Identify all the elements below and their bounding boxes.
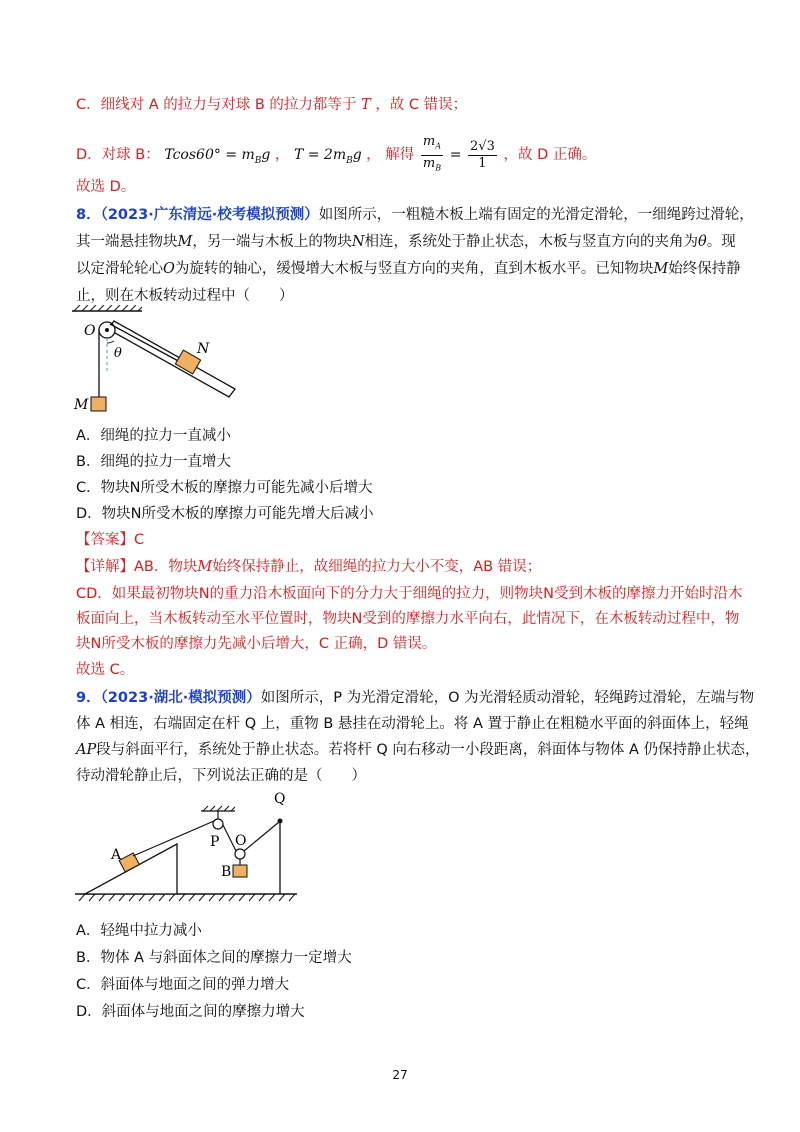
angle-arc (107, 341, 114, 343)
q9-option-b: B．物体 A 与斜面体之间的摩擦力一定增大 (76, 950, 352, 966)
equation-1 (164, 147, 274, 166)
q9-line-2: 体 A 相连，右端固定在杆 Q 上，重物 B 悬挂在动滑轮上。将 A 置于静止在粗糙水平面的斜面体上，轻绳 (76, 716, 749, 732)
q8-l2d: 。现 (706, 234, 736, 250)
board (108, 321, 235, 397)
q8-line-3 (76, 259, 741, 279)
pulley-p (213, 819, 223, 829)
q8-option-a: A．细绳的拉力一直减小 (76, 428, 231, 444)
q9-option-a: A．轻绳中拉力减小 (76, 923, 202, 939)
label-theta: θ (114, 346, 122, 361)
q8-l3a: 以定滑轮轮心 (76, 261, 163, 277)
var-m: M (177, 234, 193, 250)
prev-option-c-suffix: ，故 C 错误； (375, 97, 468, 113)
q9-line-4: 待动滑轮静止后，下列说法正确的是（ ） (76, 768, 366, 784)
q8-option-d: D．物块N所受木板的摩擦力可能先增大后减小 (76, 506, 374, 522)
var-t: T (361, 97, 371, 113)
q8-figure (70, 305, 250, 420)
pulley-o (235, 849, 245, 859)
label-o: O (84, 323, 96, 339)
eq1-sub: B (254, 155, 262, 166)
eq1-tail: g (261, 147, 271, 164)
prev-choose: 故选 D。 (76, 179, 136, 195)
q8-line1-text: 如图所示，一粗糙木板上端有固定的光滑定滑轮，一细绳跨过滑轮， (318, 207, 754, 223)
ceiling-p (201, 806, 235, 811)
q8-cd-line-2: 板面向上，当木板转动至水平位置时，物块N受到的摩擦力水平向右，此情况下，在木板转动过程中，物 (76, 611, 740, 627)
frac-num: m (422, 134, 436, 149)
q9-line1-text: 如图所示，P 为光滑定滑轮，O 为光滑轻质动滑轮，轻绳跨过滑轮，左端与物 (260, 690, 755, 706)
frac2-den: 1 (478, 155, 487, 171)
sep-1: ， (274, 147, 290, 164)
q9-line-3 (76, 740, 760, 760)
q8-option-c: C．物块N所受木板的摩擦力可能先减小后增大 (76, 480, 373, 496)
q8-cd-line-1: CD．如果最初物块N的重力沿木板面向下的分力大于细绳的拉力，则物块N受到木板的摩擦力开始时沿木 (76, 586, 743, 602)
block-b (233, 865, 247, 877)
result-fraction (468, 139, 497, 172)
prev-option-d-suffix: ，故 D 正确。 (503, 147, 597, 164)
prev-option-d (76, 134, 596, 178)
q8-line-4: 止，则在木板转动过程中（ ） (76, 288, 294, 304)
q9-number: 9． (76, 690, 101, 706)
prev-option-d-prefix: D．对球 B： (76, 147, 160, 164)
q8-source: （2023·广东清远·校考模拟预测） (100, 207, 319, 223)
var-theta: θ (698, 234, 707, 250)
q8-l2a: 其一端悬挂物块 (76, 234, 178, 250)
q9-line3-text: 段与斜面平行，系统处于静止状态。若将杆 Q 向右移动一小段距离，斜面体与物体 A 仍保持静止状态， (96, 742, 760, 758)
label-m: M (74, 397, 89, 413)
var-ap: AP (76, 742, 97, 758)
q9-source: （2023·湖北·模拟预测） (100, 690, 261, 706)
page-number: 27 (392, 1068, 408, 1082)
q8-number: 8． (76, 207, 101, 223)
q8-cd-line-3: 块N所受木板的摩擦力先减小后增大，C 正确，D 错误。 (76, 636, 437, 652)
equation-2 (293, 147, 366, 166)
q8-answer: 【答案】C (76, 532, 145, 548)
frac2-num: 2√3 (470, 138, 495, 154)
q8-detail-a: 【详解】AB．物块 (76, 559, 198, 575)
solve-word: 解得 (385, 147, 415, 164)
label-o-9: O (235, 833, 247, 849)
q8-l2c: 相连，系统处于静止状态，木板与竖直方向的夹角为 (364, 234, 699, 250)
frac-den-sub: B (435, 163, 442, 173)
frac-num-sub: A (435, 141, 442, 151)
q9-figure (75, 790, 300, 915)
sep-2: ， (366, 147, 381, 164)
ground (75, 894, 297, 901)
mass-ratio-fraction (421, 134, 443, 176)
prev-option-c (76, 95, 467, 115)
label-n: N (197, 341, 210, 357)
q8-l2b: ，另一端与木板上的物块 (192, 234, 352, 250)
q8-line-1 (76, 205, 754, 225)
eq2-text: T = 2m (293, 147, 347, 164)
label-q: Q (274, 791, 286, 807)
ceiling (72, 305, 142, 311)
frac-den: m (422, 155, 436, 171)
q8-l3b: 为旋转的轴心，缓慢增大木板与竖直方向的夹角，直到木板水平。已知物块 (174, 261, 654, 277)
eq2-tail: g (352, 147, 362, 164)
q8-detail-b: 始终保持静止，故细绳的拉力大小不变，AB 错误； (212, 559, 542, 575)
q9-option-c: C．斜面体与地面之间的弹力增大 (76, 977, 290, 993)
rod-q-top (278, 819, 283, 824)
var-m-2: M (653, 261, 669, 277)
label-a: A (111, 847, 122, 863)
pulley-axle (105, 328, 109, 332)
label-b: B (221, 864, 232, 880)
q8-option-b: B．细绳的拉力一直增大 (76, 454, 231, 470)
prev-option-c-text: C．细线对 A 的拉力与对球 B 的拉力都等于 (76, 97, 357, 113)
q8-line-2 (76, 232, 736, 252)
block-m (91, 397, 106, 411)
q9-line-1 (76, 688, 754, 708)
q9-option-d: D．斜面体与地面之间的摩擦力增大 (76, 1004, 305, 1020)
var-n: N (351, 234, 365, 250)
var-m-3: M (197, 559, 213, 575)
q8-detail (76, 557, 541, 577)
eq2-sub: B (346, 155, 353, 166)
q8-l3c: 始终保持静 (668, 261, 741, 277)
eq1-text: Tcos60° = m (164, 147, 255, 164)
q8-choose: 故选 C。 (76, 662, 135, 678)
var-o: O (163, 261, 175, 277)
label-p: P (210, 834, 220, 850)
equals-sign: = (449, 147, 462, 164)
rope-oq (244, 822, 279, 851)
